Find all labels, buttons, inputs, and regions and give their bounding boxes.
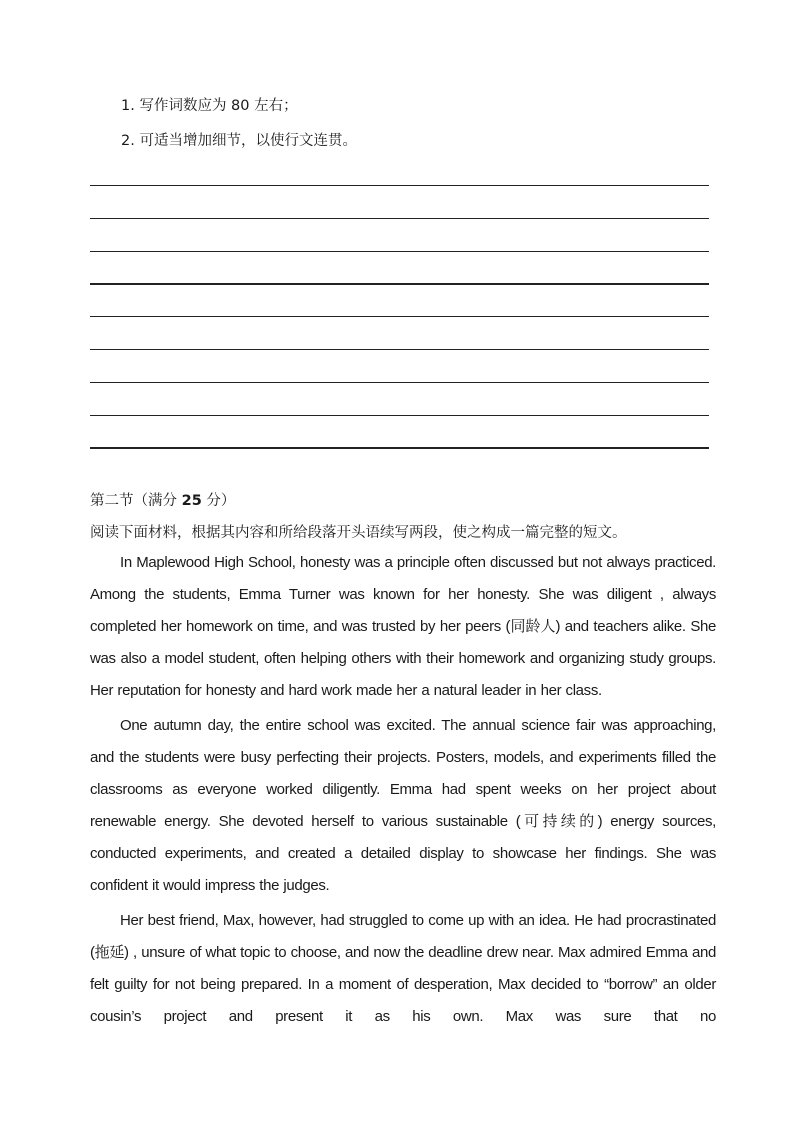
- section-score: 25: [181, 493, 202, 509]
- writing-line[interactable]: [90, 218, 709, 219]
- writing-line[interactable]: [90, 349, 709, 350]
- writing-lines[interactable]: [90, 185, 709, 480]
- story-paragraph: In Maplewood High School, honesty was a principle often discussed but not always practiced. Among the students, Emma Turner was known for her honesty. She was diligent , always completed her homework on time, and was trusted by her peers (同龄人) and teachers alike. She was also a model student, often helping others with their homework and organizing study groups. Her reputation for honesty and hard work made her a natural leader in her class.: [90, 554, 716, 699]
- writing-line[interactable]: [90, 283, 709, 284]
- story-text: [90, 547, 716, 1036]
- writing-line[interactable]: [90, 447, 709, 448]
- section-title: [90, 491, 235, 511]
- writing-line[interactable]: [90, 382, 709, 383]
- section-instruction: 阅读下面材料，根据其内容和所给段落开头语续写两段，使之构成一篇完整的短文。: [90, 525, 627, 541]
- story-paragraph: Her best friend, Max, however, had struggled to come up with an idea. He had procrastinated (拖延) , unsure of what topic to choose, and now the deadline drew near. Max admired Emma and felt guilty for not being prepared. In a moment of desperation, Max decided to “borrow” an older cousin’s project and present it as his own. Max was sure that no: [90, 912, 716, 1025]
- writing-line[interactable]: [90, 415, 709, 416]
- requirement-item: 1. 写作词数应为 80 左右；: [121, 98, 298, 114]
- requirement-item: 2. 可适当增加细节，以使行文连贯。: [121, 133, 357, 149]
- writing-line[interactable]: [90, 251, 709, 252]
- section-title-prefix: 第二节（满分: [90, 493, 182, 509]
- section-title-suffix: 分）: [201, 493, 236, 509]
- writing-line[interactable]: [90, 185, 709, 186]
- story-paragraph: One autumn day, the entire school was excited. The annual science fair was approaching, and the students were busy perfecting their projects. Posters, models, and experiments filled the classrooms as everyone worked diligently. Emma had spent weeks on her project about renewable energy. She devoted herself to various sustainable (可持续的) energy sources, conducted experiments, and created a detailed display to showcase her findings. She was confident it would impress the judges.: [90, 717, 716, 894]
- writing-line[interactable]: [90, 316, 709, 317]
